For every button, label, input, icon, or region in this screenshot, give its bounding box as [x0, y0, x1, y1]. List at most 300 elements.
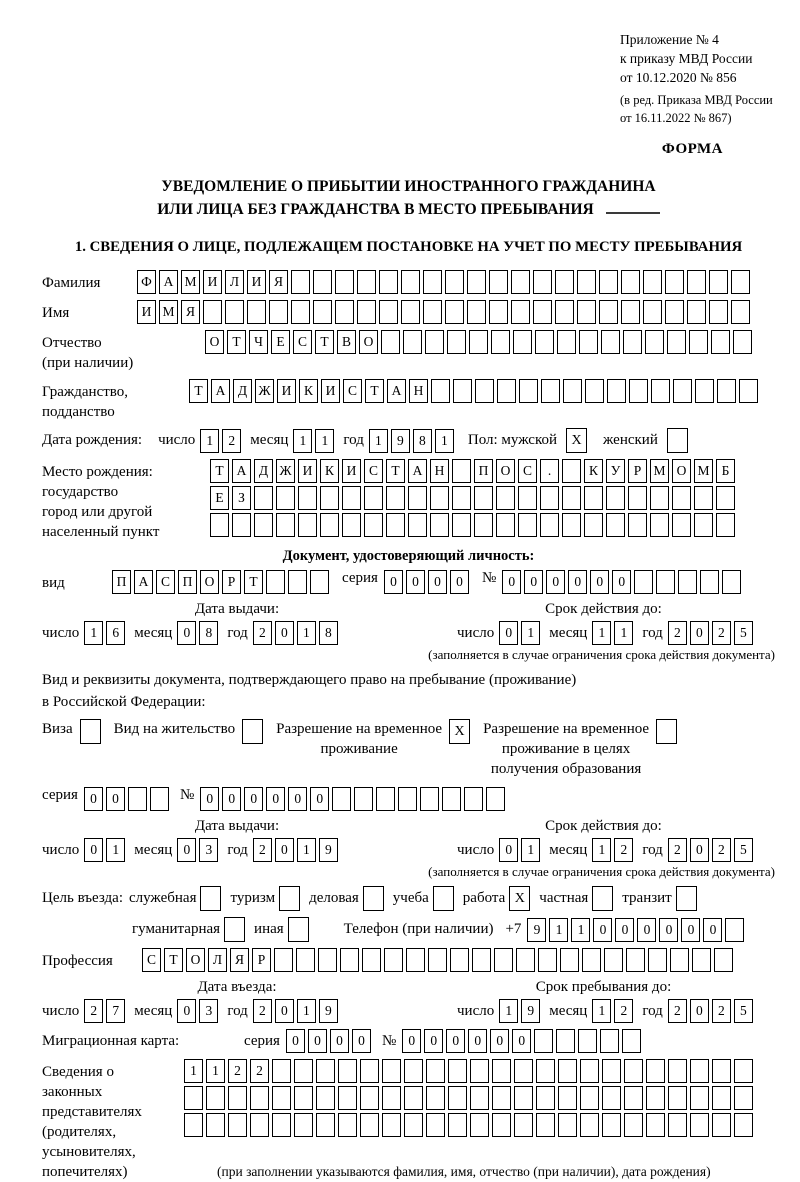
migration-card-number-cell-7[interactable] — [556, 1029, 575, 1053]
given-name-line0-cell-16[interactable] — [489, 300, 508, 324]
legal-reps-line0-cell-23[interactable] — [690, 1059, 709, 1083]
migration-card-number-cell-9[interactable] — [600, 1029, 619, 1053]
patronymic-line0-cell-1[interactable]: Т — [227, 330, 246, 354]
migration-card-number-cell-8[interactable] — [578, 1029, 597, 1053]
legal-reps-line1-cell-3[interactable] — [250, 1086, 269, 1110]
purpose-study-checkbox[interactable] — [433, 886, 454, 911]
legal-reps-line1-cell-8[interactable] — [360, 1086, 379, 1110]
profession-line0-cell-6[interactable] — [274, 948, 293, 972]
legal-reps-line2-cell-21[interactable] — [646, 1113, 665, 1137]
birthplace-line0-cell-6[interactable]: И — [342, 459, 361, 483]
surname-line0-cell-1[interactable]: А — [159, 270, 178, 294]
birthplace-line0-cell-12[interactable]: П — [474, 459, 493, 483]
residence-doc-serial-number-cell-6[interactable] — [332, 787, 351, 811]
surname-line0-cell-0[interactable]: Ф — [137, 270, 156, 294]
patronymic-line0-cell-12[interactable] — [469, 330, 488, 354]
citizenship-line0-cell-1[interactable]: А — [211, 379, 230, 403]
identity-doc-number-cell-5[interactable]: 0 — [612, 570, 631, 594]
birthplace-line2-cell-7[interactable] — [364, 513, 383, 537]
legal-reps-line0-cell-19[interactable] — [602, 1059, 621, 1083]
residence-doc-dates-right-y-cell-2[interactable]: 2 — [712, 838, 731, 862]
surname-line0-cell-5[interactable]: И — [247, 270, 266, 294]
legal-reps-line2-cell-2[interactable] — [228, 1113, 247, 1137]
residence-doc-dates-right-d-cell-1[interactable]: 1 — [521, 838, 540, 862]
surname-line0-cell-18[interactable] — [533, 270, 552, 294]
surname-line0-cell-17[interactable] — [511, 270, 530, 294]
given-name-line0-cell-25[interactable] — [687, 300, 706, 324]
legal-reps-line2-cell-6[interactable] — [316, 1113, 335, 1137]
given-name-line0-cell-11[interactable] — [379, 300, 398, 324]
profession-line0-cell-25[interactable] — [692, 948, 711, 972]
citizenship-line0-cell-23[interactable] — [695, 379, 714, 403]
residence-doc-serial-number-cell-11[interactable] — [442, 787, 461, 811]
legal-reps-line0-cell-25[interactable] — [734, 1059, 753, 1083]
legal-reps-line2-cell-24[interactable] — [712, 1113, 731, 1137]
legal-reps-line1-cell-1[interactable] — [206, 1086, 225, 1110]
birthplace-line0-cell-9[interactable]: А — [408, 459, 427, 483]
legal-reps-line2-cell-1[interactable] — [206, 1113, 225, 1137]
birthplace-line2-cell-12[interactable] — [474, 513, 493, 537]
birthplace-line2-cell-8[interactable] — [386, 513, 405, 537]
birthplace-line0-cell-21[interactable]: О — [672, 459, 691, 483]
legal-reps-line0-cell-13[interactable] — [470, 1059, 489, 1083]
patronymic-line0-cell-8[interactable] — [381, 330, 400, 354]
profession-line0-cell-23[interactable] — [648, 948, 667, 972]
legal-reps-line1-cell-13[interactable] — [470, 1086, 489, 1110]
migration-card-number-cell-3[interactable]: 0 — [468, 1029, 487, 1053]
birthplace-line2-cell-18[interactable] — [606, 513, 625, 537]
entry-dates-right-y-cell-1[interactable]: 0 — [690, 999, 709, 1023]
identity-doc-number-cell-6[interactable] — [634, 570, 653, 594]
given-name-line0-cell-19[interactable] — [555, 300, 574, 324]
profession-line0-cell-13[interactable] — [428, 948, 447, 972]
birthplace-line0-cell-15[interactable]: . — [540, 459, 559, 483]
phone-cell-8[interactable]: 0 — [703, 918, 722, 942]
citizenship-line0-cell-3[interactable]: Ж — [255, 379, 274, 403]
citizenship-line0-cell-20[interactable] — [629, 379, 648, 403]
legal-reps-line0-cell-10[interactable] — [404, 1059, 423, 1083]
phone-cell-6[interactable]: 0 — [659, 918, 678, 942]
birth-date-y-cell-0[interactable]: 1 — [369, 429, 388, 453]
legal-reps-line0-cell-5[interactable] — [294, 1059, 313, 1083]
birthplace-line1-cell-18[interactable] — [606, 486, 625, 510]
birthplace-line2-cell-1[interactable] — [232, 513, 251, 537]
purpose-transit-checkbox[interactable] — [676, 886, 697, 911]
citizenship-line0-cell-6[interactable]: И — [321, 379, 340, 403]
residence-permit-checkbox[interactable] — [242, 719, 263, 744]
residence-doc-dates-right-m-cell-1[interactable]: 2 — [614, 838, 633, 862]
residence-doc-serial-number-cell-8[interactable] — [376, 787, 395, 811]
residence-doc-serial-number-cell-3[interactable]: 0 — [266, 787, 285, 811]
birthplace-line2-cell-17[interactable] — [584, 513, 603, 537]
surname-line0-cell-27[interactable] — [731, 270, 750, 294]
residence-doc-dates-left-y-cell-2[interactable]: 1 — [297, 838, 316, 862]
legal-reps-line0-cell-14[interactable] — [492, 1059, 511, 1083]
birthplace-line2-cell-20[interactable] — [650, 513, 669, 537]
migration-card-series-cell-3[interactable]: 0 — [352, 1029, 371, 1053]
citizenship-line0-cell-12[interactable] — [453, 379, 472, 403]
identity-doc-number-cell-3[interactable]: 0 — [568, 570, 587, 594]
legal-reps-line2-cell-16[interactable] — [536, 1113, 555, 1137]
profession-line0-cell-1[interactable]: Т — [164, 948, 183, 972]
legal-reps-line0-cell-16[interactable] — [536, 1059, 555, 1083]
birthplace-line1-cell-12[interactable] — [474, 486, 493, 510]
legal-reps-line1-cell-14[interactable] — [492, 1086, 511, 1110]
surname-line0-cell-20[interactable] — [577, 270, 596, 294]
legal-reps-line2-cell-14[interactable] — [492, 1113, 511, 1137]
profession-line0-cell-8[interactable] — [318, 948, 337, 972]
temp-residence-education-permit-checkbox[interactable] — [656, 719, 677, 744]
legal-reps-line1-cell-12[interactable] — [448, 1086, 467, 1110]
patronymic-line0-cell-4[interactable]: С — [293, 330, 312, 354]
surname-line0-cell-6[interactable]: Я — [269, 270, 288, 294]
birthplace-line2-cell-3[interactable] — [276, 513, 295, 537]
patronymic-line0-cell-6[interactable]: В — [337, 330, 356, 354]
phone-cell-4[interactable]: 0 — [615, 918, 634, 942]
birthplace-line2-cell-11[interactable] — [452, 513, 471, 537]
profession-line0-cell-10[interactable] — [362, 948, 381, 972]
residence-doc-serial-number-cell-5[interactable]: 0 — [310, 787, 329, 811]
profession-line0-cell-24[interactable] — [670, 948, 689, 972]
given-name-line0-cell-1[interactable]: М — [159, 300, 178, 324]
legal-reps-line2-cell-25[interactable] — [734, 1113, 753, 1137]
entry-dates-left-y-cell-1[interactable]: 0 — [275, 999, 294, 1023]
purpose-work-checkbox[interactable]: X — [509, 886, 530, 911]
phone-cell-0[interactable]: 9 — [527, 918, 546, 942]
birth-date-d-cell-1[interactable]: 2 — [222, 429, 241, 453]
residence-doc-serial-series-cell-0[interactable]: 0 — [84, 787, 103, 811]
given-name-line0-cell-27[interactable] — [731, 300, 750, 324]
purpose-humanitarian-checkbox[interactable] — [224, 917, 245, 942]
residence-doc-dates-right-y-cell-0[interactable]: 2 — [668, 838, 687, 862]
legal-reps-line0-cell-18[interactable] — [580, 1059, 599, 1083]
birthplace-line2-cell-15[interactable] — [540, 513, 559, 537]
patronymic-line0-cell-19[interactable] — [623, 330, 642, 354]
birthplace-line2-cell-4[interactable] — [298, 513, 317, 537]
identity-doc-dates-right-y-cell-0[interactable]: 2 — [668, 621, 687, 645]
legal-reps-line1-cell-15[interactable] — [514, 1086, 533, 1110]
birthplace-line0-cell-20[interactable]: М — [650, 459, 669, 483]
legal-reps-line2-cell-18[interactable] — [580, 1113, 599, 1137]
legal-reps-line1-cell-25[interactable] — [734, 1086, 753, 1110]
surname-line0-cell-7[interactable] — [291, 270, 310, 294]
entry-dates-right-y-cell-0[interactable]: 2 — [668, 999, 687, 1023]
birthplace-line2-cell-23[interactable] — [716, 513, 735, 537]
migration-card-number-cell-10[interactable] — [622, 1029, 641, 1053]
residence-doc-dates-right-m-cell-0[interactable]: 1 — [592, 838, 611, 862]
identity-doc-dates-left-m-cell-1[interactable]: 8 — [199, 621, 218, 645]
migration-card-series-cell-1[interactable]: 0 — [308, 1029, 327, 1053]
given-name-line0-cell-13[interactable] — [423, 300, 442, 324]
surname-line0-cell-13[interactable] — [423, 270, 442, 294]
patronymic-line0-cell-9[interactable] — [403, 330, 422, 354]
purpose-other-checkbox[interactable] — [288, 917, 309, 942]
phone-cell-1[interactable]: 1 — [549, 918, 568, 942]
citizenship-line0-cell-25[interactable] — [739, 379, 758, 403]
surname-line0-cell-10[interactable] — [357, 270, 376, 294]
migration-card-number-cell-0[interactable]: 0 — [402, 1029, 421, 1053]
legal-reps-line1-cell-11[interactable] — [426, 1086, 445, 1110]
profession-line0-cell-5[interactable]: Р — [252, 948, 271, 972]
given-name-line0-cell-21[interactable] — [599, 300, 618, 324]
residence-doc-serial-number-cell-10[interactable] — [420, 787, 439, 811]
birthplace-line2-cell-13[interactable] — [496, 513, 515, 537]
birthplace-line2-cell-10[interactable] — [430, 513, 449, 537]
birthplace-line0-cell-3[interactable]: Ж — [276, 459, 295, 483]
identity-doc-type-cell-5[interactable]: Р — [222, 570, 241, 594]
birth-date-y-cell-1[interactable]: 9 — [391, 429, 410, 453]
residence-doc-serial-number-cell-4[interactable]: 0 — [288, 787, 307, 811]
residence-doc-dates-left-d-cell-1[interactable]: 1 — [106, 838, 125, 862]
residence-doc-dates-left-y-cell-3[interactable]: 9 — [319, 838, 338, 862]
identity-doc-type-cell-9[interactable] — [310, 570, 329, 594]
legal-reps-line0-cell-24[interactable] — [712, 1059, 731, 1083]
birthplace-line2-cell-0[interactable] — [210, 513, 229, 537]
patronymic-line0-cell-5[interactable]: Т — [315, 330, 334, 354]
legal-reps-line0-cell-21[interactable] — [646, 1059, 665, 1083]
citizenship-line0-cell-21[interactable] — [651, 379, 670, 403]
citizenship-line0-cell-18[interactable] — [585, 379, 604, 403]
legal-reps-line1-cell-6[interactable] — [316, 1086, 335, 1110]
citizenship-line0-cell-0[interactable]: Т — [189, 379, 208, 403]
surname-line0-cell-14[interactable] — [445, 270, 464, 294]
legal-reps-line0-cell-7[interactable] — [338, 1059, 357, 1083]
birthplace-line1-cell-13[interactable] — [496, 486, 515, 510]
birthplace-line1-cell-22[interactable] — [694, 486, 713, 510]
birthplace-line2-cell-22[interactable] — [694, 513, 713, 537]
birthplace-line0-cell-11[interactable] — [452, 459, 471, 483]
patronymic-line0-cell-15[interactable] — [535, 330, 554, 354]
identity-doc-type-cell-1[interactable]: А — [134, 570, 153, 594]
legal-reps-line2-cell-17[interactable] — [558, 1113, 577, 1137]
birthplace-line1-cell-0[interactable]: Е — [210, 486, 229, 510]
citizenship-line0-cell-8[interactable]: Т — [365, 379, 384, 403]
migration-card-number-cell-5[interactable]: 0 — [512, 1029, 531, 1053]
given-name-line0-cell-20[interactable] — [577, 300, 596, 324]
given-name-line0-cell-17[interactable] — [511, 300, 530, 324]
patronymic-line0-cell-17[interactable] — [579, 330, 598, 354]
entry-dates-left-y-cell-0[interactable]: 2 — [253, 999, 272, 1023]
birthplace-line1-cell-9[interactable] — [408, 486, 427, 510]
patronymic-line0-cell-21[interactable] — [667, 330, 686, 354]
given-name-line0-cell-5[interactable] — [247, 300, 266, 324]
residence-doc-serial-number-cell-7[interactable] — [354, 787, 373, 811]
surname-line0-cell-4[interactable]: Л — [225, 270, 244, 294]
given-name-line0-cell-10[interactable] — [357, 300, 376, 324]
patronymic-line0-cell-24[interactable] — [733, 330, 752, 354]
legal-reps-line0-cell-2[interactable]: 2 — [228, 1059, 247, 1083]
legal-reps-line0-cell-17[interactable] — [558, 1059, 577, 1083]
identity-doc-type-cell-0[interactable]: П — [112, 570, 131, 594]
given-name-line0-cell-15[interactable] — [467, 300, 486, 324]
entry-dates-left-y-cell-2[interactable]: 1 — [297, 999, 316, 1023]
birthplace-line2-cell-6[interactable] — [342, 513, 361, 537]
birthplace-line1-cell-6[interactable] — [342, 486, 361, 510]
birthplace-line0-cell-16[interactable] — [562, 459, 581, 483]
birthplace-line1-cell-19[interactable] — [628, 486, 647, 510]
migration-card-number-cell-6[interactable] — [534, 1029, 553, 1053]
birthplace-line2-cell-2[interactable] — [254, 513, 273, 537]
birth-date-y-cell-2[interactable]: 8 — [413, 429, 432, 453]
identity-doc-number-cell-10[interactable] — [722, 570, 741, 594]
given-name-line0-cell-12[interactable] — [401, 300, 420, 324]
profession-line0-cell-9[interactable] — [340, 948, 359, 972]
birthplace-line1-cell-17[interactable] — [584, 486, 603, 510]
purpose-tourism-checkbox[interactable] — [279, 886, 300, 911]
residence-doc-dates-right-y-cell-1[interactable]: 0 — [690, 838, 709, 862]
birthplace-line1-cell-4[interactable] — [298, 486, 317, 510]
residence-doc-serial-series-cell-2[interactable] — [128, 787, 147, 811]
birthplace-line0-cell-7[interactable]: С — [364, 459, 383, 483]
patronymic-line0-cell-14[interactable] — [513, 330, 532, 354]
legal-reps-line1-cell-0[interactable] — [184, 1086, 203, 1110]
legal-reps-line0-cell-4[interactable] — [272, 1059, 291, 1083]
birthplace-line1-cell-5[interactable] — [320, 486, 339, 510]
legal-reps-line1-cell-16[interactable] — [536, 1086, 555, 1110]
residence-doc-serial-number-cell-1[interactable]: 0 — [222, 787, 241, 811]
residence-doc-dates-right-y-cell-3[interactable]: 5 — [734, 838, 753, 862]
legal-reps-line1-cell-21[interactable] — [646, 1086, 665, 1110]
identity-doc-series-cell-1[interactable]: 0 — [406, 570, 425, 594]
citizenship-line0-cell-19[interactable] — [607, 379, 626, 403]
legal-reps-line1-cell-20[interactable] — [624, 1086, 643, 1110]
surname-line0-cell-22[interactable] — [621, 270, 640, 294]
given-name-line0-cell-3[interactable] — [203, 300, 222, 324]
legal-reps-line0-cell-9[interactable] — [382, 1059, 401, 1083]
legal-reps-line0-cell-8[interactable] — [360, 1059, 379, 1083]
surname-line0-cell-12[interactable] — [401, 270, 420, 294]
legal-reps-line1-cell-19[interactable] — [602, 1086, 621, 1110]
birthplace-line0-cell-4[interactable]: И — [298, 459, 317, 483]
birthplace-line2-cell-9[interactable] — [408, 513, 427, 537]
birthplace-line0-cell-1[interactable]: А — [232, 459, 251, 483]
entry-dates-right-y-cell-3[interactable]: 5 — [734, 999, 753, 1023]
residence-doc-serial-number-cell-0[interactable]: 0 — [200, 787, 219, 811]
birthplace-line2-cell-5[interactable] — [320, 513, 339, 537]
legal-reps-line1-cell-22[interactable] — [668, 1086, 687, 1110]
citizenship-line0-cell-7[interactable]: С — [343, 379, 362, 403]
surname-line0-cell-3[interactable]: И — [203, 270, 222, 294]
identity-doc-number-cell-4[interactable]: 0 — [590, 570, 609, 594]
residence-doc-dates-left-y-cell-1[interactable]: 0 — [275, 838, 294, 862]
given-name-line0-cell-7[interactable] — [291, 300, 310, 324]
profession-line0-cell-3[interactable]: Л — [208, 948, 227, 972]
legal-reps-line2-cell-12[interactable] — [448, 1113, 467, 1137]
birthplace-line1-cell-11[interactable] — [452, 486, 471, 510]
legal-reps-line1-cell-24[interactable] — [712, 1086, 731, 1110]
patronymic-line0-cell-11[interactable] — [447, 330, 466, 354]
profession-line0-cell-12[interactable] — [406, 948, 425, 972]
surname-line0-cell-25[interactable] — [687, 270, 706, 294]
entry-dates-left-m-cell-1[interactable]: 3 — [199, 999, 218, 1023]
identity-doc-dates-left-y-cell-3[interactable]: 8 — [319, 621, 338, 645]
legal-reps-line2-cell-0[interactable] — [184, 1113, 203, 1137]
birthplace-line1-cell-14[interactable] — [518, 486, 537, 510]
legal-reps-line2-cell-5[interactable] — [294, 1113, 313, 1137]
legal-reps-line1-cell-4[interactable] — [272, 1086, 291, 1110]
identity-doc-type-cell-6[interactable]: Т — [244, 570, 263, 594]
residence-doc-dates-left-d-cell-0[interactable]: 0 — [84, 838, 103, 862]
identity-doc-number-cell-9[interactable] — [700, 570, 719, 594]
entry-dates-left-y-cell-3[interactable]: 9 — [319, 999, 338, 1023]
purpose-business-checkbox[interactable] — [363, 886, 384, 911]
profession-line0-cell-26[interactable] — [714, 948, 733, 972]
patronymic-line0-cell-2[interactable]: Ч — [249, 330, 268, 354]
patronymic-line0-cell-20[interactable] — [645, 330, 664, 354]
given-name-line0-cell-22[interactable] — [621, 300, 640, 324]
identity-doc-dates-right-y-cell-1[interactable]: 0 — [690, 621, 709, 645]
birthplace-line2-cell-19[interactable] — [628, 513, 647, 537]
entry-dates-right-m-cell-1[interactable]: 2 — [614, 999, 633, 1023]
birthplace-line1-cell-3[interactable] — [276, 486, 295, 510]
legal-reps-line2-cell-3[interactable] — [250, 1113, 269, 1137]
migration-card-series-cell-0[interactable]: 0 — [286, 1029, 305, 1053]
identity-doc-series-cell-3[interactable]: 0 — [450, 570, 469, 594]
legal-reps-line1-cell-10[interactable] — [404, 1086, 423, 1110]
birthplace-line0-cell-8[interactable]: Т — [386, 459, 405, 483]
entry-dates-left-d-cell-0[interactable]: 2 — [84, 999, 103, 1023]
identity-doc-dates-right-y-cell-3[interactable]: 5 — [734, 621, 753, 645]
legal-reps-line2-cell-4[interactable] — [272, 1113, 291, 1137]
birthplace-line0-cell-10[interactable]: Н — [430, 459, 449, 483]
birthplace-line0-cell-23[interactable]: Б — [716, 459, 735, 483]
citizenship-line0-cell-22[interactable] — [673, 379, 692, 403]
patronymic-line0-cell-10[interactable] — [425, 330, 444, 354]
birthplace-line0-cell-14[interactable]: С — [518, 459, 537, 483]
residence-doc-dates-left-y-cell-0[interactable]: 2 — [253, 838, 272, 862]
residence-doc-serial-number-cell-9[interactable] — [398, 787, 417, 811]
identity-doc-type-cell-8[interactable] — [288, 570, 307, 594]
identity-doc-series-cell-0[interactable]: 0 — [384, 570, 403, 594]
legal-reps-line1-cell-9[interactable] — [382, 1086, 401, 1110]
surname-line0-cell-23[interactable] — [643, 270, 662, 294]
identity-doc-number-cell-1[interactable]: 0 — [524, 570, 543, 594]
surname-line0-cell-26[interactable] — [709, 270, 728, 294]
birthplace-line1-cell-1[interactable]: З — [232, 486, 251, 510]
profession-line0-cell-22[interactable] — [626, 948, 645, 972]
citizenship-line0-cell-13[interactable] — [475, 379, 494, 403]
surname-line0-cell-19[interactable] — [555, 270, 574, 294]
identity-doc-type-cell-4[interactable]: О — [200, 570, 219, 594]
birthplace-line1-cell-2[interactable] — [254, 486, 273, 510]
citizenship-line0-cell-15[interactable] — [519, 379, 538, 403]
citizenship-line0-cell-5[interactable]: К — [299, 379, 318, 403]
profession-line0-cell-17[interactable] — [516, 948, 535, 972]
given-name-line0-cell-6[interactable] — [269, 300, 288, 324]
profession-line0-cell-20[interactable] — [582, 948, 601, 972]
purpose-private-checkbox[interactable] — [592, 886, 613, 911]
migration-card-number-cell-2[interactable]: 0 — [446, 1029, 465, 1053]
legal-reps-line1-cell-18[interactable] — [580, 1086, 599, 1110]
birth-date-y-cell-3[interactable]: 1 — [435, 429, 454, 453]
surname-line0-cell-16[interactable] — [489, 270, 508, 294]
citizenship-line0-cell-14[interactable] — [497, 379, 516, 403]
profession-line0-cell-18[interactable] — [538, 948, 557, 972]
legal-reps-line2-cell-13[interactable] — [470, 1113, 489, 1137]
birthplace-line1-cell-23[interactable] — [716, 486, 735, 510]
surname-line0-cell-2[interactable]: М — [181, 270, 200, 294]
birthplace-line0-cell-17[interactable]: К — [584, 459, 603, 483]
legal-reps-line1-cell-7[interactable] — [338, 1086, 357, 1110]
profession-line0-cell-0[interactable]: С — [142, 948, 161, 972]
identity-doc-dates-left-m-cell-0[interactable]: 0 — [177, 621, 196, 645]
surname-line0-cell-24[interactable] — [665, 270, 684, 294]
given-name-line0-cell-2[interactable]: Я — [181, 300, 200, 324]
citizenship-line0-cell-17[interactable] — [563, 379, 582, 403]
residence-doc-dates-left-m-cell-1[interactable]: 3 — [199, 838, 218, 862]
identity-doc-dates-right-m-cell-1[interactable]: 1 — [614, 621, 633, 645]
identity-doc-number-cell-2[interactable]: 0 — [546, 570, 565, 594]
